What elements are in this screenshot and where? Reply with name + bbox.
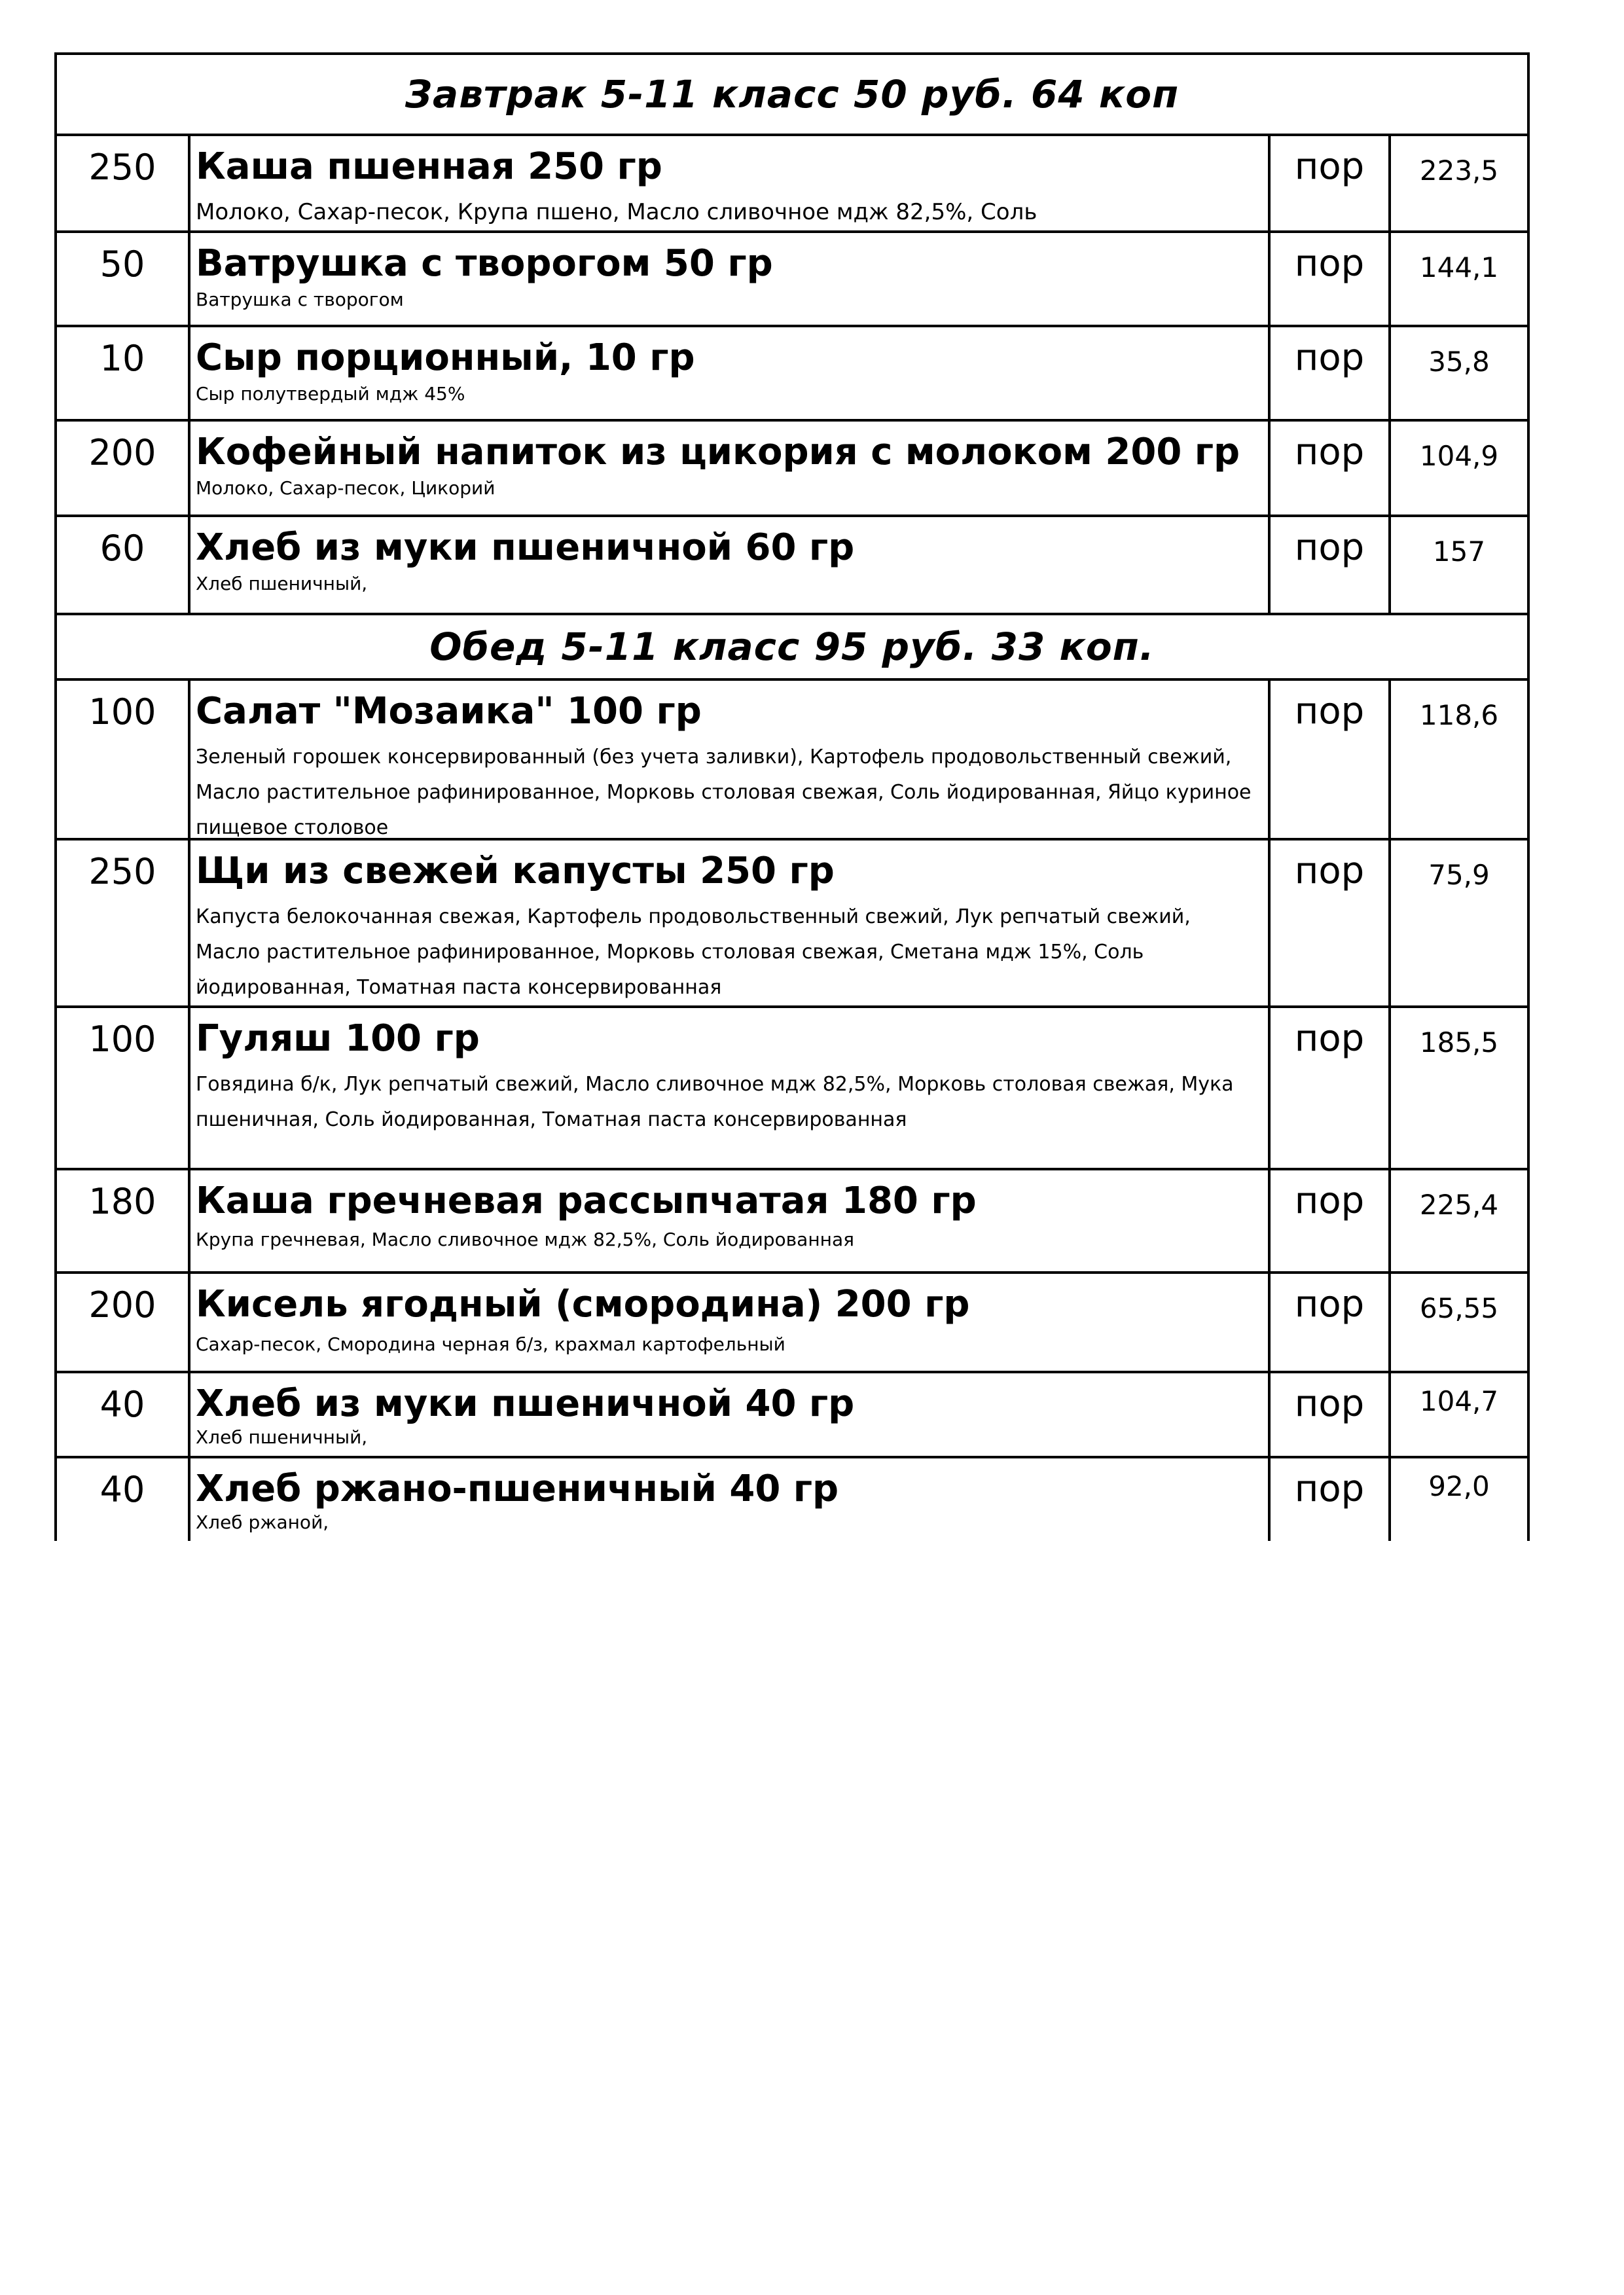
unit-cell: пор	[1271, 1373, 1391, 1456]
kcal-cell: 104,9	[1419, 440, 1499, 472]
weight-cell: 200	[57, 422, 190, 515]
unit-cell: пор	[1271, 1274, 1391, 1371]
dish-ingredients: Молоко, Сахар-песок, Крупа пшено, Масло сливочное мдж 82,5%, Соль	[196, 199, 1038, 225]
dish-name: Кофейный напиток из цикория с молоком 200 гр	[196, 431, 1240, 473]
unit-cell: пор	[1271, 327, 1391, 419]
weight-cell: 250	[57, 136, 190, 232]
breakfast-title: Завтрак 5-11 класс 50 руб. 64 коп	[57, 55, 1527, 136]
dish-name: Хлеб из муки пшеничной 60 гр	[196, 526, 855, 569]
dish-ingredients: Зеленый горошек консервированный (без учета заливки), Картофель продовольственный свежий, Масло растительное рафинированное, Морковь столовая свежая, Соль йодированная, Яйцо куриное пищевое столовое	[196, 746, 1252, 839]
unit-cell: пор	[1271, 1170, 1391, 1271]
lunch-title: Обед 5-11 класс 95 руб. 33 коп.	[57, 615, 1527, 681]
kcal-cell: 185,5	[1419, 1026, 1499, 1058]
table-row	[57, 233, 1527, 327]
kcal-cell: 144,1	[1419, 251, 1499, 283]
table-row	[57, 1008, 1527, 1170]
table-row	[57, 1274, 1527, 1373]
table-row	[57, 681, 1527, 840]
dish-name: Щи из свежей капусты 250 гр	[196, 850, 835, 892]
dish-ingredients: Сахар-песок, Смородина черная б/з, крахмал картофельный	[196, 1333, 785, 1355]
dish-name: Кисель ягодный (смородина) 200 гр	[196, 1283, 970, 1326]
unit-cell: пор	[1271, 517, 1391, 613]
kcal-cell: 75,9	[1428, 859, 1490, 891]
weight-cell: 40	[57, 1458, 190, 1541]
dish-cell	[190, 517, 1271, 613]
dish-cell	[190, 1008, 1271, 1168]
weight-cell: 180	[57, 1170, 190, 1271]
dish-cell	[190, 327, 1271, 419]
weight-cell: 10	[57, 327, 190, 419]
dish-name: Хлеб ржано-пшеничный 40 гр	[196, 1468, 839, 1510]
dish-cell	[190, 422, 1271, 515]
dish-ingredients: Крупа гречневая, Масло сливочное мдж 82,5%, Соль йодированная	[196, 1229, 854, 1250]
dish-cell	[190, 233, 1271, 325]
dish-ingredients: Говядина б/к, Лук репчатый свежий, Масло сливочное мдж 82,5%, Морковь столовая свежая, Мука пшеничная, Соль йодированная, Томатная паста консервированная	[196, 1073, 1234, 1131]
dish-cell	[190, 840, 1271, 1005]
dish-name: Хлеб из муки пшеничной 40 гр	[196, 1382, 855, 1425]
unit-cell: пор	[1271, 422, 1391, 515]
unit-cell: пор	[1271, 840, 1391, 1005]
dish-cell	[190, 1373, 1271, 1456]
dish-name: Салат "Мозаика" 100 гр	[196, 690, 702, 732]
unit-cell: пор	[1271, 136, 1391, 232]
dish-cell	[190, 1274, 1271, 1371]
weight-cell: 100	[57, 681, 190, 846]
table-row	[57, 517, 1527, 615]
dish-name: Каша пшенная 250 гр	[196, 145, 662, 188]
weight-cell: 50	[57, 233, 190, 325]
table-row	[57, 136, 1527, 233]
dish-ingredients: Хлеб пшеничный,	[196, 1426, 368, 1448]
dish-ingredients: Хлеб пшеничный,	[196, 573, 368, 594]
unit-cell: пор	[1271, 1008, 1391, 1168]
dish-ingredients: Сыр полутвердый мдж 45%	[196, 383, 465, 405]
menu-table	[54, 52, 1530, 1541]
kcal-cell: 92,0	[1428, 1470, 1490, 1502]
weight-cell: 250	[57, 840, 190, 1005]
dish-name: Каша гречневая рассыпчатая 180 гр	[196, 1180, 977, 1222]
dish-name: Ватрушка с творогом 50 гр	[196, 242, 773, 285]
unit-cell: пор	[1271, 233, 1391, 325]
dish-name: Гуляш 100 гр	[196, 1017, 480, 1060]
kcal-cell: 104,7	[1419, 1385, 1499, 1417]
weight-cell: 40	[57, 1373, 190, 1456]
dish-ingredients: Хлеб ржаной,	[196, 1511, 329, 1533]
kcal-cell: 157	[1432, 535, 1486, 568]
table-row	[57, 422, 1527, 517]
unit-cell: пор	[1271, 681, 1391, 846]
dish-cell	[190, 1458, 1271, 1541]
weight-cell: 200	[57, 1274, 190, 1371]
table-row	[57, 840, 1527, 1008]
weight-cell: 100	[57, 1008, 190, 1168]
table-row	[57, 327, 1527, 422]
kcal-cell: 223,5	[1419, 154, 1499, 187]
kcal-cell: 35,8	[1428, 346, 1490, 378]
dish-ingredients: Ватрушка с творогом	[196, 289, 404, 310]
unit-cell: пор	[1271, 1458, 1391, 1541]
table-row	[57, 1170, 1527, 1274]
dish-name: Сыр порционный, 10 гр	[196, 336, 695, 379]
dish-cell	[190, 681, 1271, 846]
table-row	[57, 1458, 1527, 1541]
dish-cell	[190, 136, 1271, 232]
table-row	[57, 1373, 1527, 1458]
dish-ingredients: Капуста белокочанная свежая, Картофель продовольственный свежий, Лук репчатый свежий, Масло растительное рафинированное, Морковь столовая свежая, Сметана мдж 15%, Соль йодированная, Томатная паста консервированная	[196, 905, 1191, 999]
dish-ingredients: Молоко, Сахар-песок, Цикорий	[196, 477, 496, 499]
kcal-cell: 65,55	[1419, 1292, 1499, 1324]
dish-cell	[190, 1170, 1271, 1271]
kcal-cell: 225,4	[1419, 1189, 1499, 1221]
kcal-cell: 118,6	[1419, 699, 1499, 731]
weight-cell: 60	[57, 517, 190, 613]
